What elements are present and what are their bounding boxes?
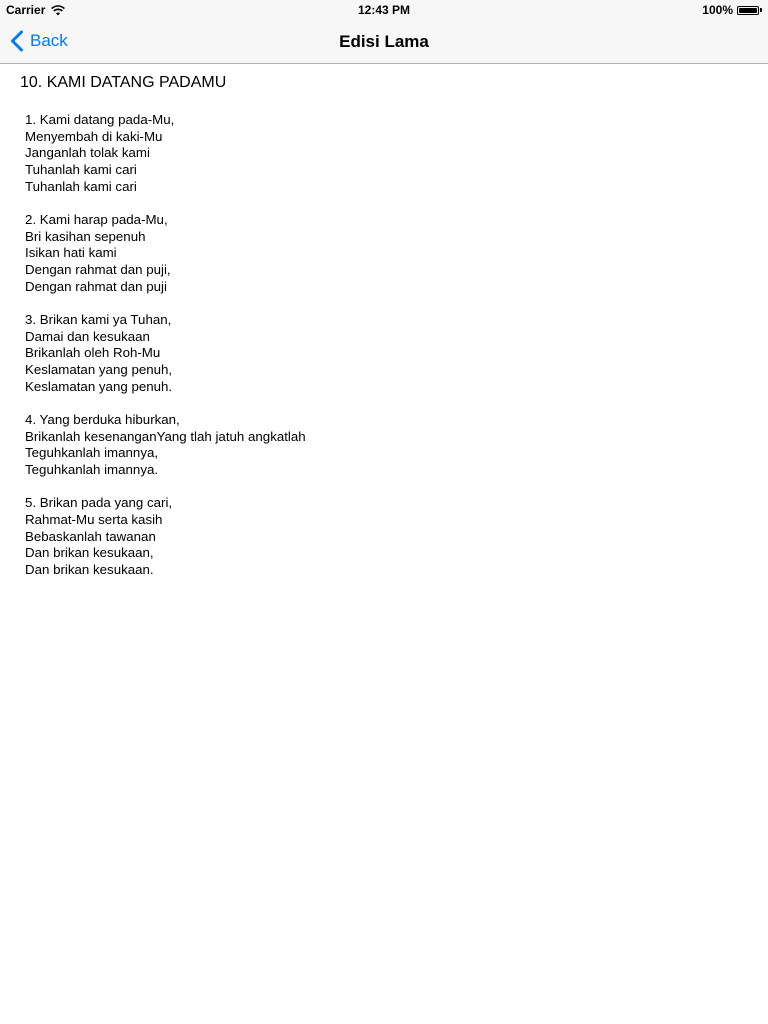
verse-2	[25, 212, 748, 296]
battery-fill	[739, 8, 757, 13]
verse-line: Keslamatan yang penuh.	[25, 378, 173, 394]
carrier-label: Carrier	[6, 3, 46, 17]
verse-3	[25, 312, 748, 396]
status-bar	[0, 0, 768, 20]
verse-line: Teguhkanlah imannya,	[25, 445, 159, 461]
verse-1	[25, 112, 748, 196]
verse-line: Keslamatan yang penuh,	[25, 362, 173, 378]
verse-list	[20, 112, 748, 579]
verse-line: Dan brikan kesukaan.	[25, 562, 154, 578]
navigation-bar	[0, 20, 768, 64]
verse-line: Menyembah di kaki-Mu	[25, 128, 163, 144]
song-content	[20, 74, 748, 595]
verse-5	[25, 495, 748, 579]
verse-line: Dan brikan kesukaan,	[25, 545, 154, 561]
battery-icon	[737, 6, 759, 15]
battery-percent: 100%	[702, 3, 733, 17]
verse-line: Janganlah tolak kami	[25, 145, 150, 161]
verse-line: Brikanlah kesenanganYang tlah jatuh angkatlah	[25, 428, 306, 444]
verse-line: Brikanlah oleh Roh-Mu	[25, 345, 161, 361]
verse-line: Rahmat-Mu serta kasih	[25, 512, 163, 528]
song-title: 10. KAMI DATANG PADAMU	[20, 74, 227, 91]
verse-line: Tuhanlah kami cari	[25, 178, 137, 194]
verse-line: 5. Brikan pada yang cari,	[25, 495, 173, 511]
page-title: Edisi Lama	[339, 32, 429, 51]
verse-line: 3. Brikan kami ya Tuhan,	[25, 312, 172, 328]
verse-line: 2. Kami harap pada-Mu,	[25, 212, 168, 228]
battery-tip	[760, 8, 762, 12]
verse-line: Bebaskanlah tawanan	[25, 528, 156, 544]
verse-line: Bri kasihan sepenuh	[25, 228, 146, 244]
status-time: 12:43 PM	[357, 3, 411, 17]
verse-line: 4. Yang berduka hiburkan,	[25, 412, 180, 428]
back-label: Back	[30, 31, 68, 50]
verse-line: Dengan rahmat dan puji	[25, 278, 167, 294]
verse-line: 1. Kami datang pada-Mu,	[25, 112, 175, 127]
verse-line: Damai dan kesukaan	[25, 328, 150, 344]
verse-line: Tuhanlah kami cari	[25, 162, 137, 178]
verse-line: Isikan hati kami	[25, 245, 117, 261]
verse-line: Teguhkanlah imannya.	[25, 462, 159, 478]
verse-4	[25, 412, 748, 479]
status-right	[702, 3, 762, 17]
verse-line: Dengan rahmat dan puji,	[25, 262, 171, 278]
